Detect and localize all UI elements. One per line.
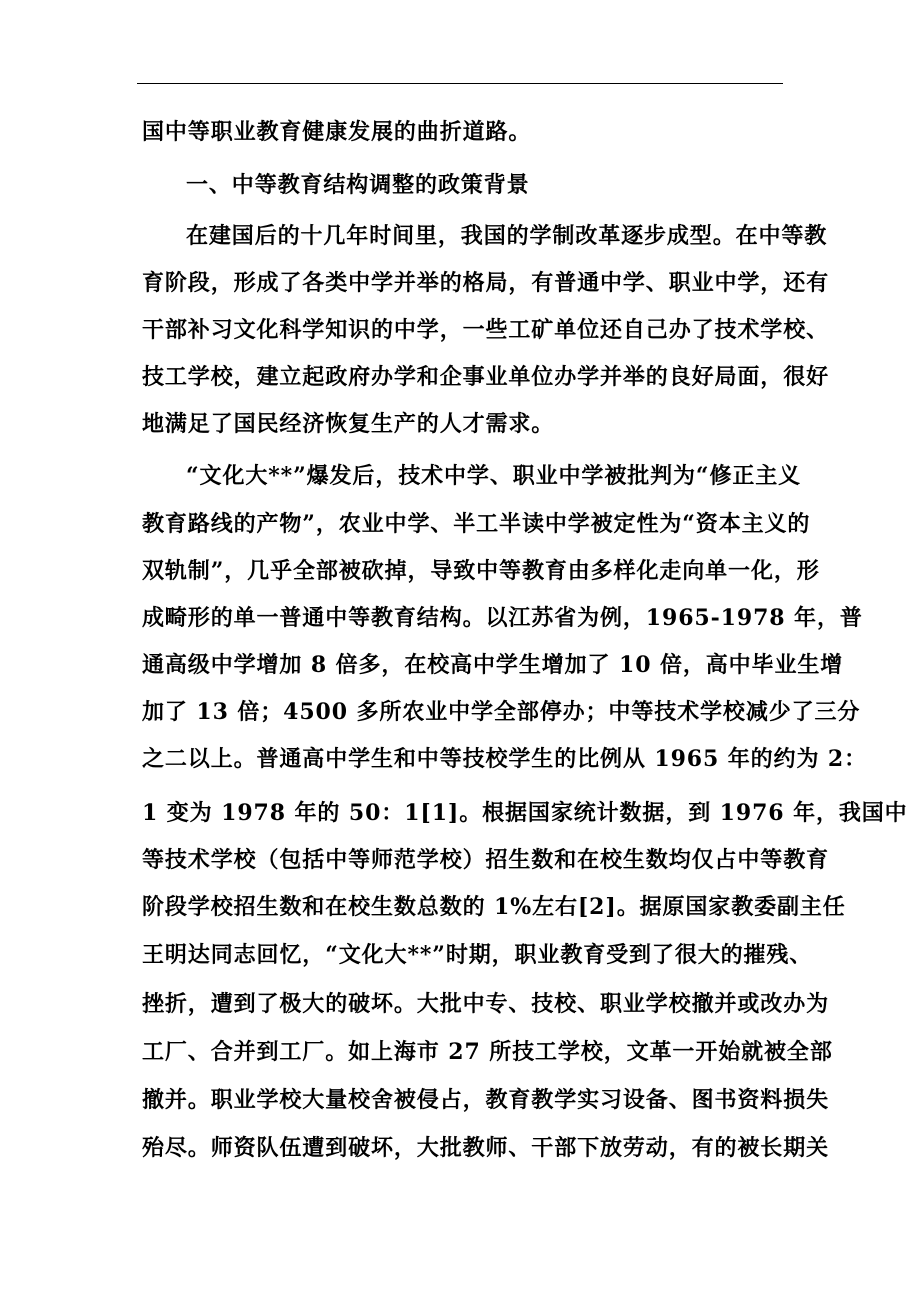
text-line: 王明达同志回忆，“文化大**”时期，职业教育受到了很大的摧残、 [142, 942, 813, 968]
header-rule [137, 83, 783, 84]
text-line: 阶段学校招生数和在校生数总数的 1%左右[2]。据原国家教委副主任 [142, 894, 846, 920]
text-line: 技工学校，建立起政府办学和企事业单位办学并举的良好局面，很好 [142, 364, 830, 390]
text-line: 国中等职业教育健康发展的曲折道路。 [142, 119, 532, 145]
section-heading: 一、中等教育结构调整的政策背景 [186, 172, 530, 198]
text-line: 地满足了国民经济恢复生产的人才需求。 [142, 411, 555, 437]
text-line: “文化大**”爆发后，技术中学、职业中学被批判为“修正主义 [186, 463, 802, 489]
text-line: 工厂、合并到工厂。如上海市 27 所技工学校，文革一开始就被全部 [142, 1039, 833, 1065]
text-line: 1 变为 1978 年的 50：1[1]。根据国家统计数据，到 1976 年，我国中 [142, 800, 908, 826]
text-line: 双轨制”，几乎全部被砍掉，导致中等教育由多样化走向单一化，形 [142, 558, 820, 584]
text-line: 育阶段，形成了各类中学并举的格局，有普通中学、职业中学，还有 [142, 270, 830, 296]
text-line: 挫折，遭到了极大的破坏。大批中专、技校、职业学校撤并或改办为 [142, 991, 830, 1017]
text-line: 撤并。职业学校大量校舍被侵占，教育教学实习设备、图书资料损失 [142, 1087, 830, 1113]
text-line: 成畸形的单一普通中等教育结构。以江苏省为例，1965-1978 年，普 [142, 605, 863, 631]
text-line: 通高级中学增加 8 倍多，在校高中学生增加了 10 倍，高中毕业生增 [142, 652, 844, 678]
text-line: 教育路线的产物”，农业中学、半工半读中学被定性为“资本主义的 [142, 511, 811, 537]
text-line: 加了 13 倍；4500 多所农业中学全部停办；中等技术学校减少了三分 [142, 699, 861, 725]
text-line: 等技术学校（包括中等师范学校）招生数和在校生数均仅占中等教育 [142, 847, 830, 873]
text-line: 之二以上。普通高中学生和中等技校学生的比例从 1965 年的约为 2： [142, 746, 868, 772]
text-line: 殆尽。师资队伍遭到破坏，大批教师、干部下放劳动，有的被长期关 [142, 1135, 830, 1161]
text-line: 在建国后的十几年时间里，我国的学制改革逐步成型。在中等教 [186, 223, 828, 249]
text-line: 干部补习文化科学知识的中学，一些工矿单位还自己办了技术学校、 [142, 317, 830, 343]
